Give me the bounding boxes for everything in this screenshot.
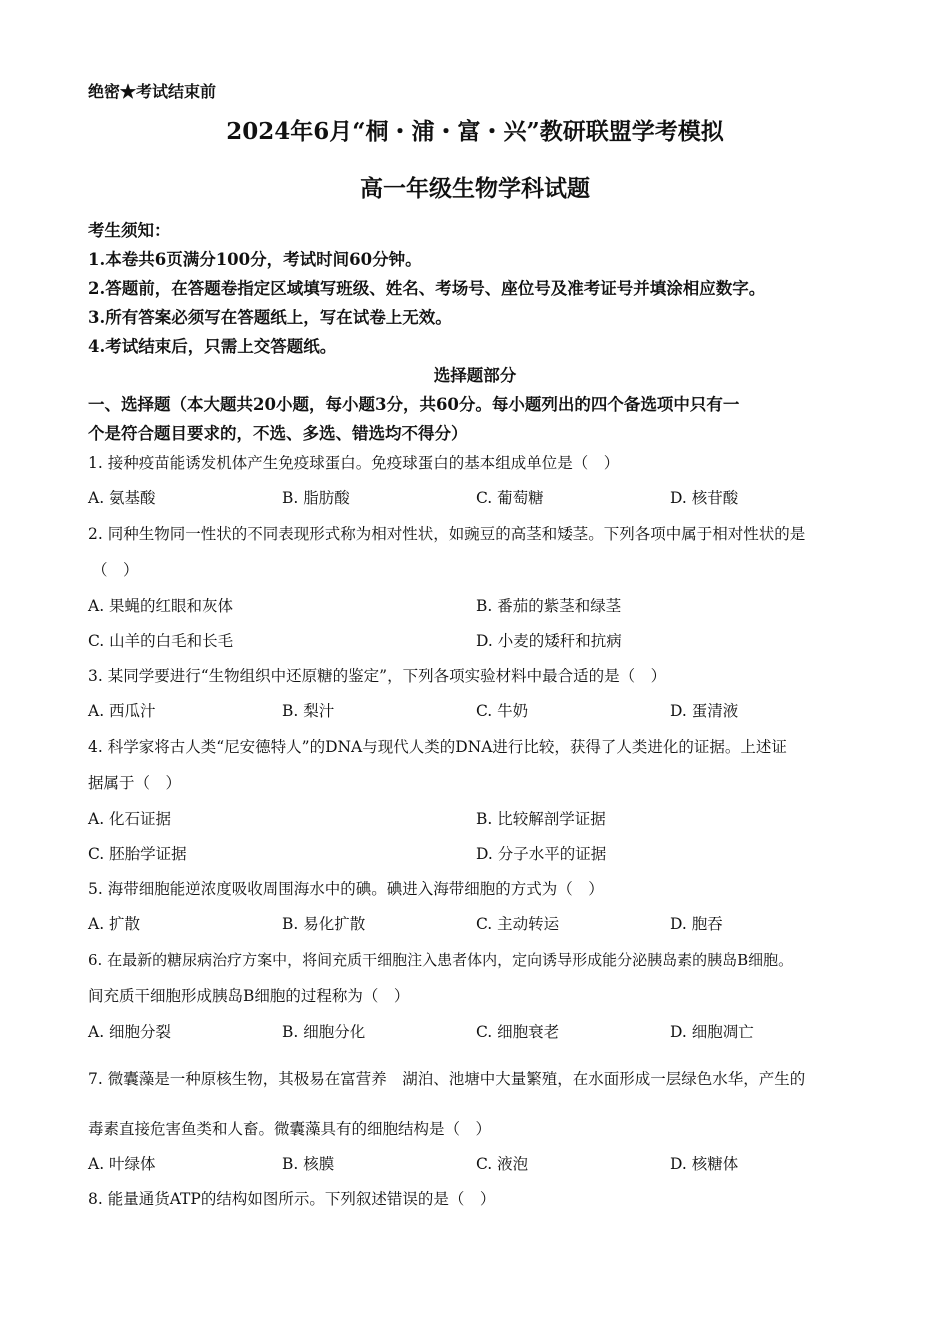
option-a: A. 扩散 [88,915,141,933]
option-b: B. 梨汁 [282,702,335,720]
instructions-heading: 考生须知： [88,221,171,240]
question-stem: 5. 海带细胞能逆浓度吸收周围海水中的碘。碘进入海带细胞的方式为（ ） [88,880,604,898]
question-stem: 3. 某同学要进行“生物组织中还原糖的鉴定”，下列各项实验材料中最合适的是（ ） [88,667,667,685]
question-stem-cont: （ ） [92,561,139,579]
option-d: D. 小麦的矮秆和抗病 [476,632,622,650]
option-b: B. 比较解剖学证据 [476,810,606,828]
question-stem-cont: 间充质干细胞形成胰岛B细胞的过程称为（ ） [88,987,410,1005]
question-stem: 6. 在最新的糖尿病治疗方案中，将间充质干细胞注入患者体内，定向诱导形成能分泌胰岛素的胰岛B细胞。 [88,951,794,969]
option-a: A. 细胞分裂 [88,1023,172,1041]
option-b: B. 易化扩散 [282,915,366,933]
option-b: B. 细胞分化 [282,1023,366,1041]
section-heading-line2: 个是符合题目要求的，不选、多选、错选均不得分） [88,424,468,443]
option-d: D. 核糖体 [670,1155,739,1173]
instruction-item: 3.所有答案必须写在答题纸上，写在试卷上无效。 [88,308,452,327]
option-c: C. 山羊的白毛和长毛 [88,632,234,650]
option-d: D. 胞吞 [670,915,723,933]
option-c: C. 细胞衰老 [476,1023,560,1041]
confidential-mark: 绝密★考试结束前 [88,82,217,101]
option-d: D. 核苷酸 [670,489,739,507]
option-c: C. 液泡 [476,1155,529,1173]
option-b: B. 番茄的紫茎和绿茎 [476,597,622,615]
option-c: C. 牛奶 [476,702,529,720]
exam-title: 2024年6月“桐・浦・富・兴”教研联盟学考模拟 [226,118,724,145]
instruction-item: 2.答题前，在答题卷指定区域填写班级、姓名、考场号、座位号及准考证号并填涂相应数字。 [88,279,766,298]
option-a: A. 化石证据 [88,810,172,828]
option-c: C. 葡萄糖 [476,489,544,507]
option-c: C. 胚胎学证据 [88,845,187,863]
option-b: B. 核膜 [282,1155,335,1173]
question-stem: 8. 能量通货ATP的结构如图所示。下列叙述错误的是（ ） [88,1190,496,1208]
option-a: A. 叶绿体 [88,1155,156,1173]
option-a: A. 氨基酸 [88,489,156,507]
instruction-item: 4.考试结束后，只需上交答题纸。 [88,337,337,356]
question-stem-cont: 毒素直接危害鱼类和人畜。微囊藻具有的细胞结构是（ ） [88,1120,492,1138]
option-b: B. 脂肪酸 [282,489,350,507]
part-title: 选择题部分 [433,366,517,385]
question-stem-cont: 据属于（ ） [88,774,182,792]
section-heading-line1: 一、选择题（本大题共20小题，每小题3分，共60分。每小题列出的四个备选项中只有一 [88,395,740,414]
question-stem: 1. 接种疫苗能诱发机体产生免疫球蛋白。免疫球蛋白的基本组成单位是（ ） [88,454,620,472]
question-stem: 2. 同种生物同一性状的不同表现形式称为相对性状，如豌豆的高茎和矮茎。下列各项中属于相对性状的是 [88,525,806,543]
instruction-item: 1.本卷共6页满分100分，考试时间60分钟。 [88,250,422,269]
question-stem: 4. 科学家将古人类“尼安德特人”的DNA与现代人类的DNA进行比较，获得了人类进化的证据。上述证 [88,738,787,756]
option-a: A. 果蝇的红眼和灰体 [88,597,234,615]
exam-subtitle: 高一年级生物学科试题 [360,175,590,202]
option-d: D. 分子水平的证据 [476,845,607,863]
option-c: C. 主动转运 [476,915,560,933]
option-d: D. 细胞凋亡 [670,1023,754,1041]
option-d: D. 蛋清液 [670,702,739,720]
question-stem: 7. 微囊藻是一种原核生物，其极易在富营养 湖泊、池塘中大量繁殖，在水面形成一层绿色水华，产生的 [88,1070,806,1088]
option-a: A. 西瓜汁 [88,702,156,720]
